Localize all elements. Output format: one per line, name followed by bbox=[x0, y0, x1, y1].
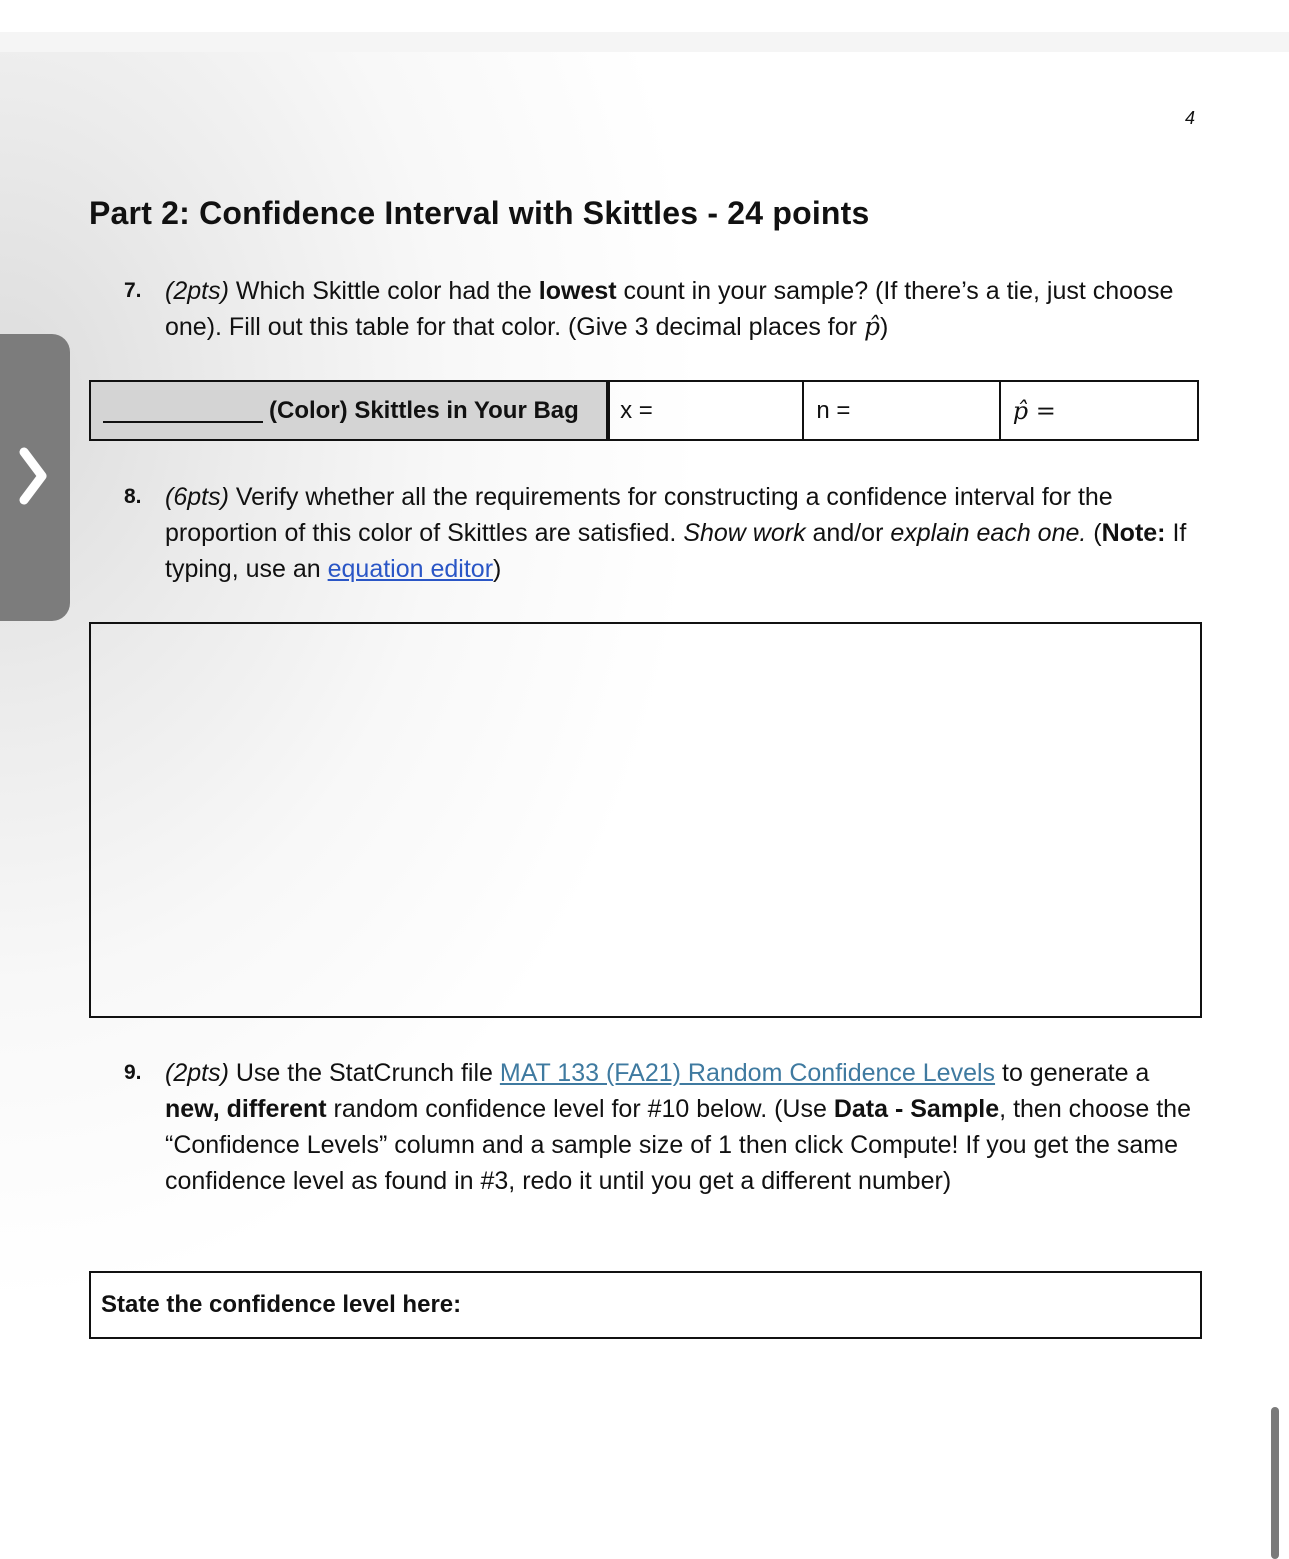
text-segment: ) bbox=[879, 313, 889, 341]
text-segment: and/or bbox=[805, 519, 891, 547]
p-hat-symbol: p̂ bbox=[863, 312, 880, 341]
text-segment: count in your sample? (If there’s a tie, just choose one). Fill out this table for that color. (Give 3 decimal places for bbox=[165, 277, 1174, 341]
text-segment: to generate a bbox=[995, 1059, 1150, 1087]
p-hat-cell[interactable]: p̂ = bbox=[1012, 396, 1056, 425]
bold-text: Data - Sample bbox=[833, 1095, 1000, 1123]
sample-table bbox=[89, 380, 1199, 441]
x-cell[interactable]: x = bbox=[608, 382, 804, 439]
color-label-cell bbox=[91, 382, 608, 439]
italic-text: Show work bbox=[683, 519, 806, 547]
points-label: (2pts) bbox=[165, 277, 229, 305]
equation-editor-link[interactable]: equation editor bbox=[327, 555, 494, 583]
text-segment: Use the StatCrunch file bbox=[228, 1059, 500, 1087]
text-segment: If typing, use an bbox=[165, 519, 1187, 583]
text-segment: ( bbox=[1086, 519, 1102, 547]
question-text bbox=[165, 479, 1204, 587]
question-number: 7. bbox=[124, 279, 142, 302]
text-segment: ) bbox=[493, 555, 502, 583]
color-blank-line[interactable] bbox=[103, 399, 263, 423]
bold-text: new, different bbox=[165, 1095, 327, 1123]
chevron-right-icon bbox=[18, 446, 48, 506]
question-7 bbox=[124, 273, 1204, 345]
statcrunch-file-link[interactable]: MAT 133 (FA21) Random Confidence Levels bbox=[499, 1059, 996, 1087]
points-label: (6pts) bbox=[165, 483, 229, 511]
sidebar-toggle-button[interactable] bbox=[0, 334, 70, 621]
n-cell[interactable]: n = bbox=[804, 382, 1000, 439]
top-strip bbox=[0, 0, 1289, 32]
top-bar bbox=[0, 32, 1289, 52]
text-segment: , then choose the “Confidence Levels” column and a sample size of 1 then click Compute! If you get the same confidence level as found in #3, redo it until you get a different number) bbox=[165, 1095, 1191, 1195]
confidence-level-label: State the confidence level here: bbox=[101, 1291, 462, 1318]
text-segment: Verify whether all the requirements for constructing a confidence interval for the proportion of this color of Skittles are satisfied. bbox=[165, 483, 1113, 547]
confidence-level-box[interactable] bbox=[89, 1271, 1202, 1339]
color-label-text: (Color) Skittles in Your Bag bbox=[269, 396, 579, 424]
question-8 bbox=[124, 479, 1204, 587]
question-number: 8. bbox=[124, 485, 142, 508]
italic-text: explain each one. bbox=[890, 519, 1087, 547]
page-number: 4 bbox=[1184, 108, 1195, 128]
section-heading: Part 2: Confidence Interval with Skittles - 24 points bbox=[89, 195, 870, 231]
question-text bbox=[165, 1055, 1204, 1199]
points-label: (2pts) bbox=[165, 1059, 229, 1087]
scrollbar[interactable] bbox=[1271, 1407, 1279, 1559]
question-9 bbox=[124, 1055, 1204, 1199]
answer-box-q8[interactable] bbox=[89, 622, 1202, 1018]
bold-text: Note: bbox=[1101, 519, 1166, 547]
question-text bbox=[165, 273, 1204, 345]
text-segment: Which Skittle color had the bbox=[228, 277, 539, 305]
question-number: 9. bbox=[124, 1061, 142, 1084]
text-segment: random confidence level for #10 below. (Use bbox=[326, 1095, 834, 1123]
bold-text: lowest bbox=[538, 277, 617, 305]
